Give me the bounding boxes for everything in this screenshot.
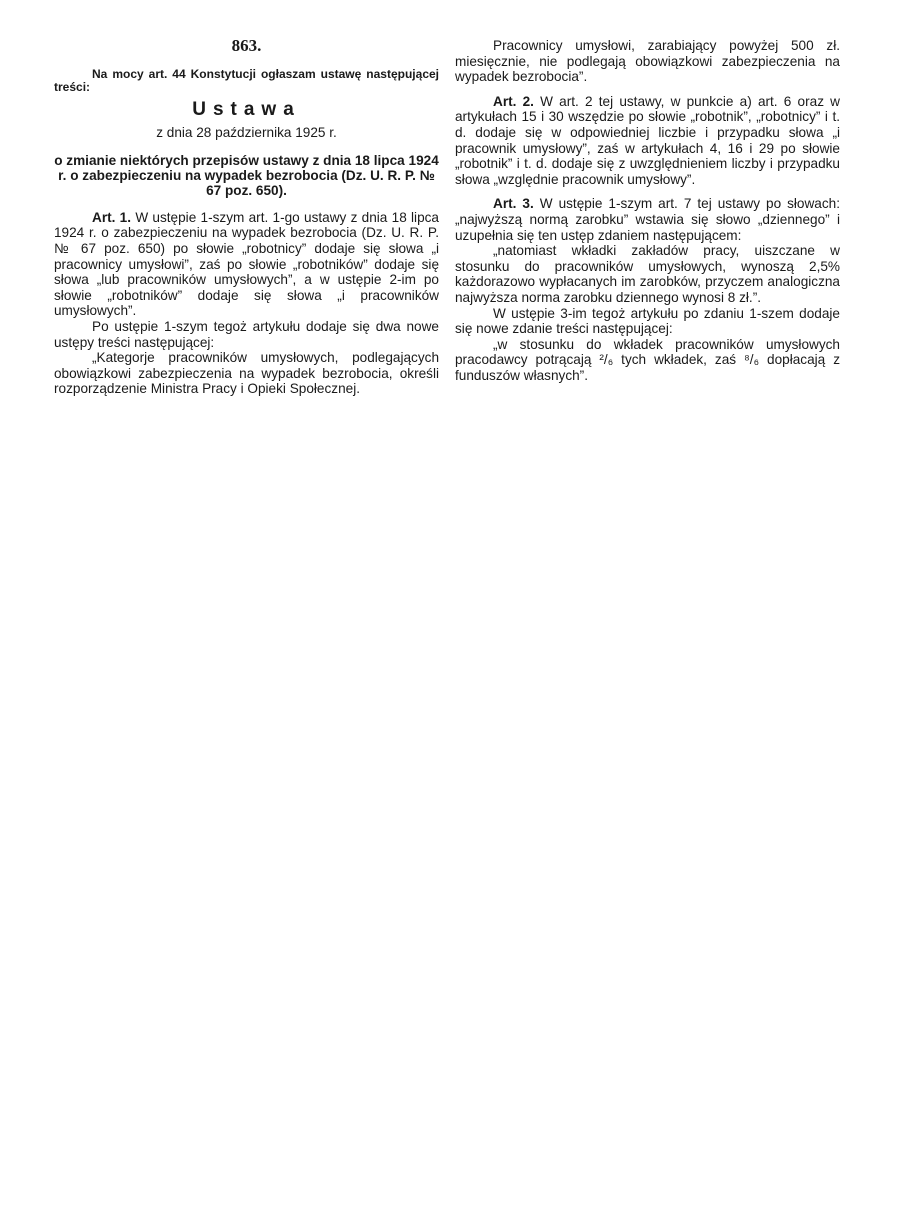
article-3 — [455, 196, 840, 243]
article-2 — [455, 94, 840, 188]
article-1-quote-continued: Pracownicy umysłowi, zarabiający powyżej 500 zł. miesięcznie, nie podlegają obowiązkowi zabezpieczenia na wypadek bezrobocia”. — [455, 38, 840, 85]
article-3-text: W ustępie 1-szym art. 7 tej ustawy po słowach: „najwyższą normą zarobku” wstawia się słowo „dziennego” i uzupełnia się ten ustęp zdaniem następującem: — [455, 196, 841, 243]
article-2-label: Art. 2. — [493, 93, 534, 109]
article-3-quote: „natomiast wkładki zakładów pracy, uiszczane w stosunku do pracowników umysłowych, wynoszą 2,5% każdorazowo wypłacanych im zarobków, przyczem analogiczna najwyższa norma zarobku dziennego wynosi 8 zł.”. — [455, 243, 840, 305]
act-number: 863. — [231, 36, 262, 55]
article-1-quote: „Kategorje pracowników umysłowych, podlegających obowiązkowi zabezpieczenia na wypadek bezrobocia, określi rozporządzenie Ministra Pracy i Opieki Społecznej. — [54, 350, 439, 397]
promulgation-intro: Na mocy art. 44 Konstytucji ogłaszam ustawę następującej treści: — [54, 66, 439, 94]
article-3-label: Art. 3. — [493, 196, 534, 212]
article-3-paragraph-2: W ustępie 3-im tegoż artykułu po zdaniu 1-szem dodaje się nowe zdanie treści następującej: — [455, 305, 840, 337]
article-2-text: W art. 2 tej ustawy, w punkcie a) art. 6 oraz w artykułach 15 i 30 wszędzie po słowie „robotnik”, „robotnicy” i t. d. dodaje się w odpowiedniej liczbie i przypadku słowa „i pracownik umysłowy”, zaś w artykułach 4, 16 i 29 po słowie „robotnik” i t. d. dodaje się z uwzględnieniem liczby i przypadku słowa „względnie pracownik umysłowy”. — [455, 93, 840, 187]
left-column — [54, 38, 439, 397]
act-title: Ustawa — [192, 98, 301, 120]
article-1-paragraph-2: Po ustępie 1-szym tegoż artykułu dodaje się dwa nowe ustępy treści następującej: — [54, 318, 439, 350]
act-subject: o zmianie niektórych przepisów ustawy z dnia 18 lipca 1924 r. o zabezpieczeniu na wypadek bezrobocia (Dz. U. R. P. № 67 poz. 650). — [54, 152, 439, 198]
act-date: z dnia 28 października 1925 r. — [156, 125, 337, 141]
article-3-quote-2: „w stosunku do wkładek pracowników umysłowych pracodawcy potrącają ²/₆ tych wkładek, zaś ⁸/₆ dopłacają z funduszów własnych”. — [455, 336, 840, 383]
right-column — [455, 38, 840, 383]
article-1 — [54, 210, 439, 319]
article-1-label: Art. 1. — [92, 209, 132, 225]
article-1-text: W ustępie 1-szym art. 1-go ustawy z dnia 18 lipca 1924 r. o zabezpieczeniu na wypadek bezrobocia (Dz. U. R. P. № 67 poz. 650) po słowie „robotnicy” dodaje się słowa „i pracownicy umysłowi”, zaś po słowie „robotników” dodaje się słowa „lub pracowników umysłowych”, a w ustępie 2-im po słowie „robotników” dodaje się słowa „i pracowników umysłowych”. — [54, 209, 439, 319]
